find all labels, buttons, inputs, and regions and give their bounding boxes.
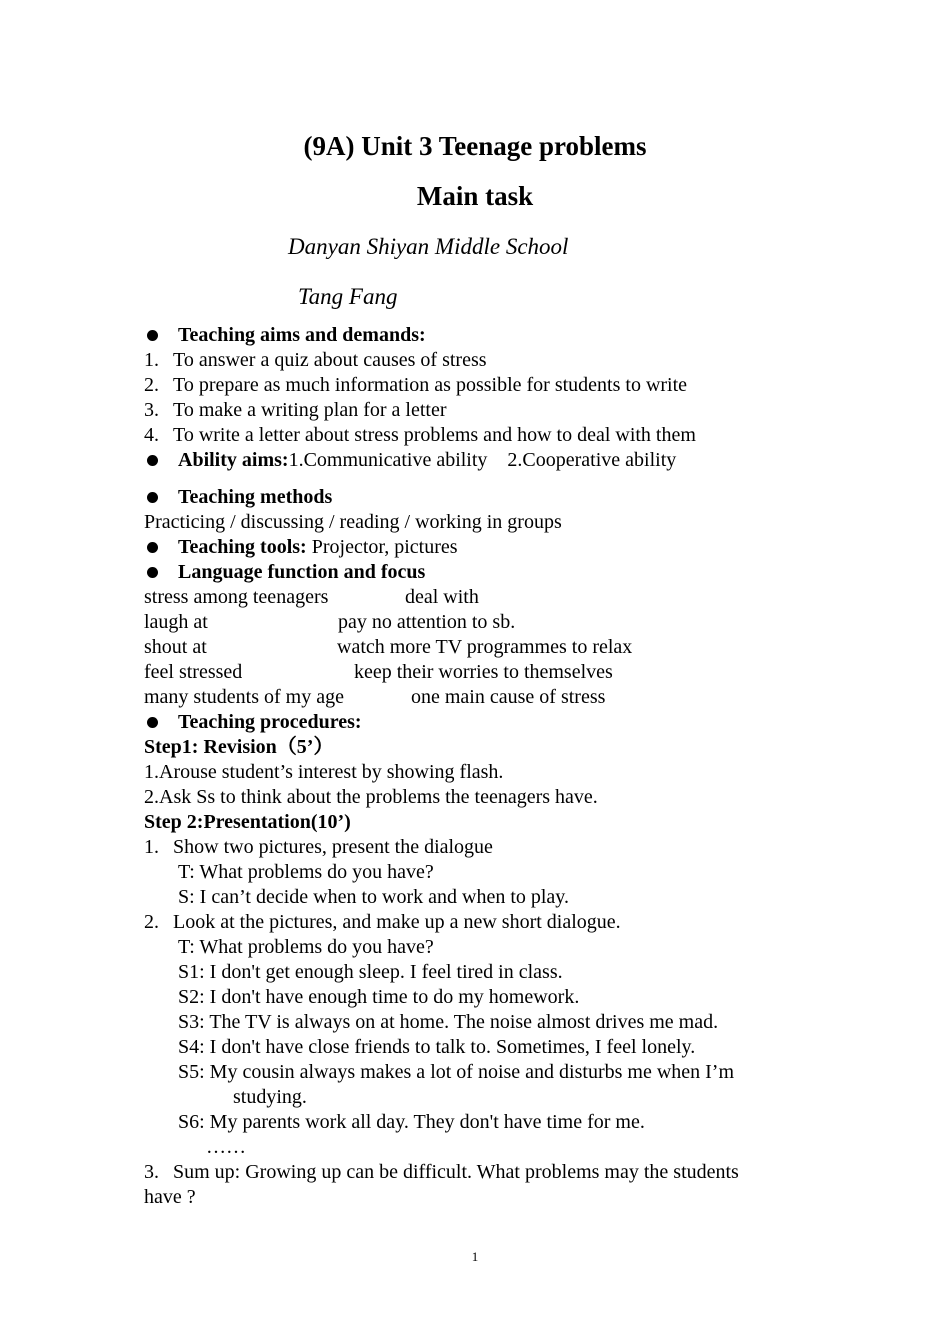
phrase-pair: laugh at pay no attention to sb.	[144, 611, 516, 633]
bullet-icon	[147, 717, 158, 728]
phrase-pair: feel stressed keep their worries to themselves	[144, 661, 613, 683]
section-language-heading: Language function and focus	[144, 560, 824, 585]
dialogue-line: T: What problems do you have?	[178, 936, 434, 958]
document-subtitle: Main task	[416, 181, 534, 211]
phrase-pair: stress among teenagers deal with	[144, 586, 479, 608]
step2-item-3: 3. Sum up: Growing up can be difficult. What problems may the students	[144, 1161, 739, 1183]
bullet-icon	[147, 567, 158, 578]
dialogue-line: S5: My cousin always makes a lot of noise and disturbs me when I’m	[178, 1061, 735, 1083]
dialogue-line: S4: I don't have close friends to talk to. Sometimes, I feel lonely.	[178, 1036, 696, 1058]
bullet-icon	[147, 455, 158, 466]
bullet-icon	[147, 330, 158, 341]
document-title: (9A) Unit 3 Teenage problems	[303, 131, 647, 161]
step1-line: 2.Ask Ss to think about the problems the teenagers have.	[144, 786, 598, 808]
dialogue-line: S6: My parents work all day. They don't have time for me.	[178, 1111, 645, 1133]
dialogue-line: S: I can’t decide when to work and when to play.	[178, 886, 570, 908]
dialogue-line: S3: The TV is always on at home. The noise almost drives me mad.	[178, 1011, 719, 1033]
aim-item: 3. To make a writing plan for a letter	[144, 399, 447, 421]
section-procedures-heading: Teaching procedures:	[144, 710, 824, 735]
step1-title: Step1: Revision（5’）	[144, 736, 334, 758]
section-tools: Teaching tools: Projector, pictures	[144, 535, 824, 560]
phrase-pair: shout at watch more TV programmes to relax	[144, 636, 633, 658]
section-aims-heading: Teaching aims and demands:	[144, 323, 824, 348]
aim-item: 4. To write a letter about stress problems and how to deal with them	[144, 424, 696, 446]
section-methods-heading: Teaching methods	[144, 485, 824, 510]
step2-item-1: 1. Show two pictures, present the dialogue	[144, 836, 493, 858]
school-name: Danyan Shiyan Middle School	[288, 234, 569, 259]
dialogue-line: S1: I don't get enough sleep. I feel tired in class.	[178, 961, 563, 983]
dialogue-line: S2: I don't have enough time to do my homework.	[178, 986, 580, 1008]
step1-line: 1.Arouse student’s interest by showing flash.	[144, 761, 504, 783]
teacher-name: Tang Fang	[298, 284, 398, 309]
document-body	[144, 323, 824, 1210]
dialogue-continuation: studying.	[233, 1086, 307, 1108]
page-number: 1	[471, 1249, 479, 1264]
bullet-icon	[147, 492, 158, 503]
aim-item: 1. To answer a quiz about causes of stress	[144, 349, 487, 371]
bullet-icon	[147, 542, 158, 553]
step2-item-3-cont: have ?	[144, 1186, 196, 1208]
section-ability: Ability aims: 1.Communicative ability 2.Cooperative ability	[144, 448, 824, 473]
methods-text: Practicing / discussing / reading / working in groups	[144, 511, 562, 533]
dialogue-line: T: What problems do you have?	[178, 861, 434, 883]
ellipsis: ……	[206, 1136, 246, 1158]
aim-item: 2. To prepare as much information as possible for students to write	[144, 374, 688, 396]
step2-item-2: 2. Look at the pictures, and make up a new short dialogue.	[144, 911, 621, 933]
phrase-pair: many students of my age one main cause of stress	[144, 686, 606, 708]
step2-title: Step 2:Presentation(10’)	[144, 811, 351, 833]
